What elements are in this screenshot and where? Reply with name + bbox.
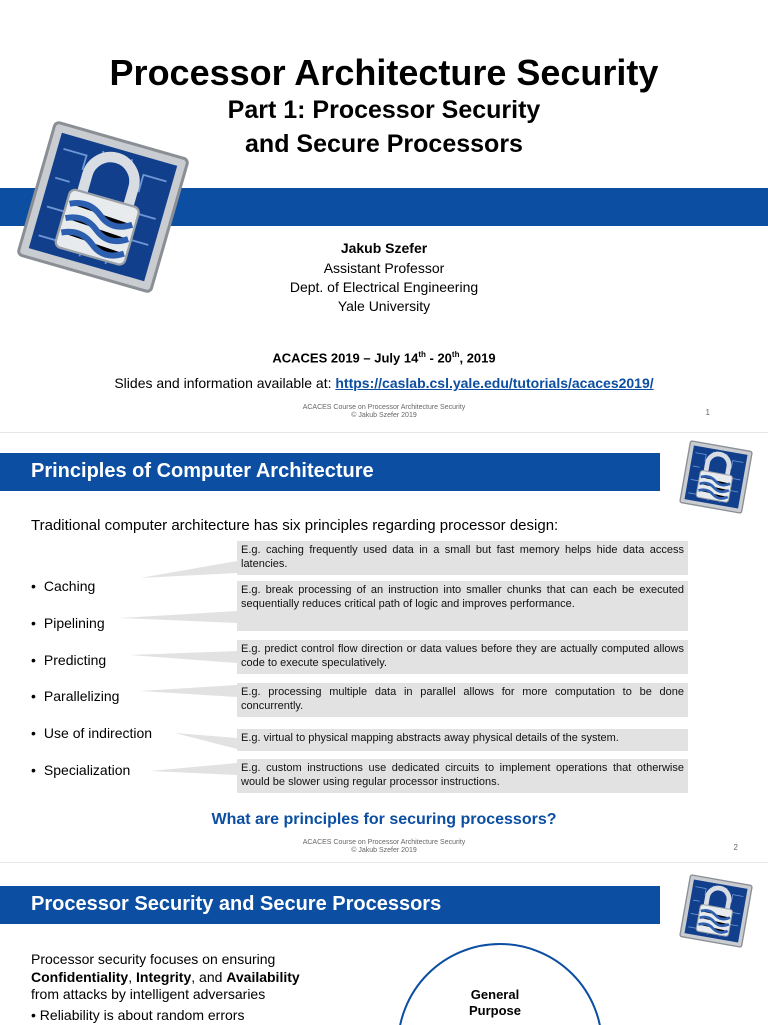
callout-box: E.g. processing multiple data in parallel allows for more computation to be done concurrently. bbox=[237, 683, 688, 717]
circle-label: Purpose bbox=[468, 1003, 521, 1018]
slide-header-bar bbox=[0, 886, 660, 924]
key-question: What are principles for securing processors? bbox=[211, 811, 557, 828]
slide-footer: ACACES Course on Processor Architecture Security © Jakub Szefer 2019 bbox=[302, 404, 466, 419]
conference-info: ACACES 2019 – July 14th - 20th, 2019 bbox=[272, 350, 496, 366]
presentation-title: Processor Architecture Security bbox=[109, 52, 659, 93]
callout-box: E.g. predict control flow direction or data values before they are actually computed allows code to execute speculatively. bbox=[237, 640, 688, 674]
author-dept: Dept. of Electrical Engineering bbox=[289, 279, 479, 295]
list-item: • Specialization bbox=[31, 762, 130, 778]
callout-box: E.g. virtual to physical mapping abstracts away physical details of the system. bbox=[237, 729, 688, 751]
author-position: Assistant Professor bbox=[323, 260, 445, 276]
title-slide bbox=[0, 0, 768, 432]
list-item: • Pipelining bbox=[31, 615, 105, 631]
lock-chip-logo-icon bbox=[677, 872, 756, 951]
cia-line: Confidentiality, Integrity, and Availability bbox=[31, 969, 300, 985]
list-item: • Use of indirection bbox=[31, 725, 152, 741]
slides-info: Slides and information available at: https://caslab.csl.yale.edu/tutorials/acaces2019/ bbox=[114, 375, 654, 391]
principles-slide bbox=[0, 432, 768, 863]
list-item: • Predicting bbox=[31, 652, 106, 668]
slide-footer: ACACES Course on Processor Architecture Security © Jakub Szefer 2019 bbox=[302, 839, 466, 854]
circle-label: General bbox=[470, 987, 520, 1002]
page-number: 2 bbox=[733, 843, 738, 852]
author-name: Jakub Szefer bbox=[340, 240, 428, 256]
subtitle-line-1: Part 1: Processor Security bbox=[227, 96, 541, 124]
callout-box: E.g. caching frequently used data in a small but fast memory helps hide data access latencies. bbox=[237, 541, 688, 575]
slide-title: Processor Security and Secure Processors bbox=[31, 893, 442, 915]
slides-link[interactable]: https://caslab.csl.yale.edu/tutorials/acaces2019/ bbox=[335, 375, 654, 391]
subtitle-line-2: and Secure Processors bbox=[245, 130, 523, 158]
callout-box: E.g. custom instructions use dedicated circuits to implement operations that otherwise would be slower using regular processor instructions. bbox=[237, 759, 688, 793]
body-text: Processor security focuses on ensuring bbox=[31, 951, 276, 967]
intro-text: Traditional computer architecture has six principles regarding processor design: bbox=[31, 517, 559, 534]
list-item: • Caching bbox=[31, 578, 95, 594]
list-item: • Reliability is about random errors bbox=[31, 1007, 245, 1023]
slide-title: Principles of Computer Architecture bbox=[31, 460, 374, 482]
page-number: 1 bbox=[705, 408, 710, 417]
callout-box: E.g. break processing of an instruction into smaller chunks that can each be executed sequentially reduces critical path of logic and improves performance. bbox=[237, 581, 688, 631]
author-university: Yale University bbox=[337, 298, 431, 314]
body-text: from attacks by intelligent adversaries bbox=[31, 986, 266, 1002]
list-item: • Parallelizing bbox=[31, 688, 119, 704]
processor-security-slide bbox=[0, 862, 768, 1025]
